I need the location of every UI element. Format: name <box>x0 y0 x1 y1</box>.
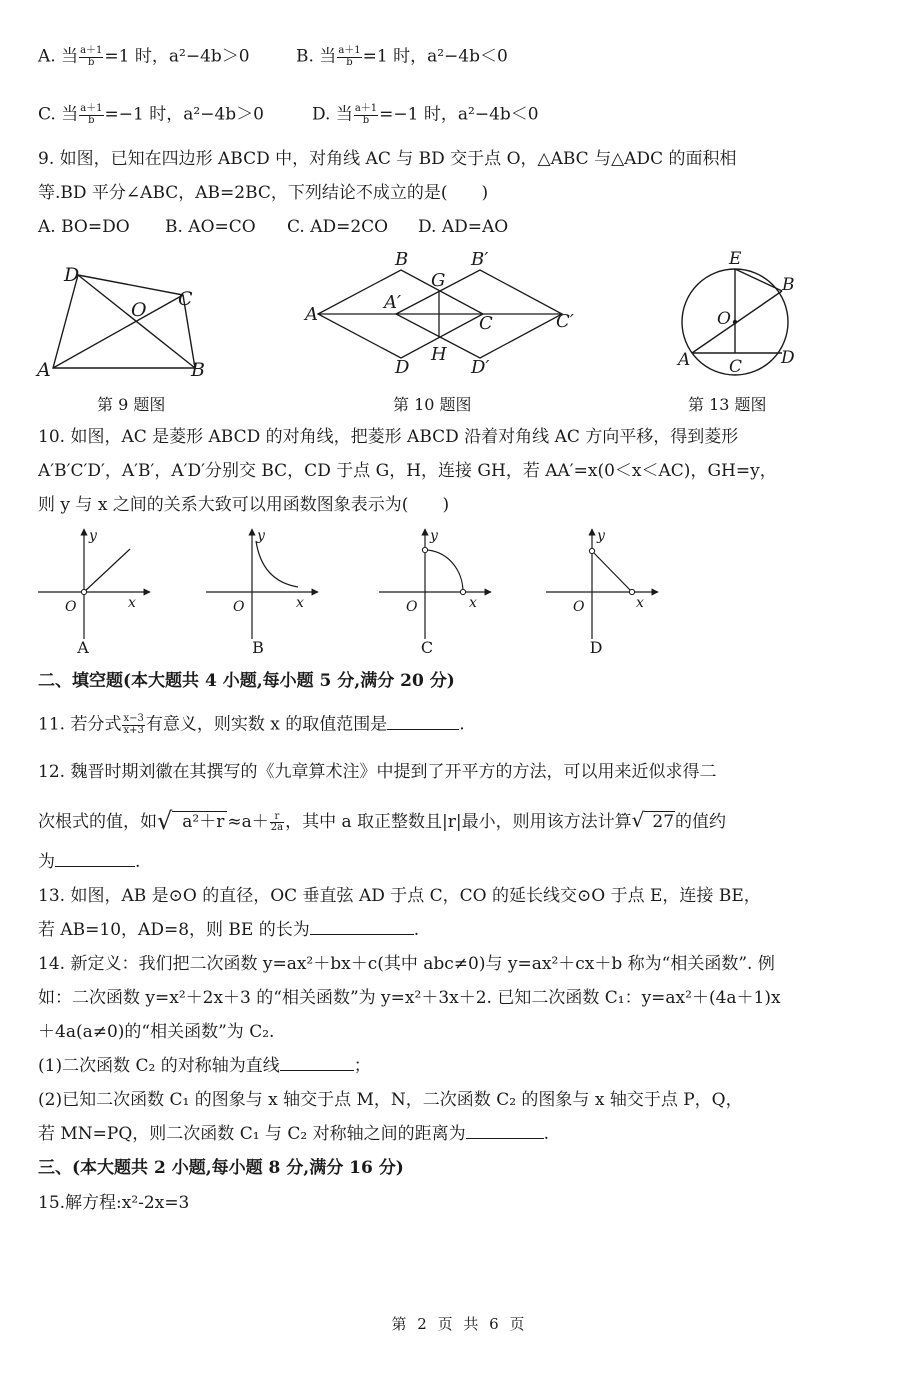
q9-option-a: A. BO=DO <box>38 217 130 237</box>
graph-a-open-point <box>81 589 86 594</box>
fig9-label-d: D <box>64 264 80 286</box>
graph-d-origin-label: O <box>573 599 585 615</box>
q10-line2: A′B′C′D′，A′B′，A′D′分别交 BC，CD 于点 G，H，连接 GH，若 AA′=x(0＜x＜AC)，GH=y， <box>38 461 777 481</box>
q13-line2: 若 AB=10，AD=8，则 BE 的长为 . <box>38 920 420 940</box>
fig9-caption: 第 9 题图 <box>97 395 166 414</box>
graph-d-open-point-y <box>589 548 594 553</box>
fig10-label-bp: B′ <box>471 249 489 270</box>
fig13-center-dot <box>733 320 737 324</box>
section-2-title: 二、填空题(本大题共 4 小题,每小题 5 分,满分 20 分) <box>38 671 455 691</box>
q14-line6: 若 MN=PQ，则二次函数 C₁ 与 C₂ 对称轴之间的距离为 . <box>38 1124 549 1144</box>
graph-c-open-point-x <box>460 589 465 594</box>
q13-answer-blank[interactable] <box>310 920 414 935</box>
fig10-label-d: D <box>395 357 410 378</box>
fig9-label-a: A <box>37 359 51 381</box>
fig13-label-o: O <box>717 309 731 329</box>
fig10-label-dp: D′ <box>471 357 490 378</box>
fig9-quadrilateral <box>53 275 195 368</box>
q14-line3: ＋4a(a≠0)的“相关函数”为 C₂. <box>38 1022 275 1042</box>
graph-a-option-label: A <box>77 638 89 657</box>
fig13-caption: 第 13 题图 <box>688 395 767 414</box>
graph-d-open-point-x <box>629 589 634 594</box>
graph-c-open-point-y <box>422 547 427 552</box>
q11-answer-blank[interactable] <box>387 715 459 730</box>
q12-line1: 12. 魏晋时期刘徽在其撰写的《九章算术注》中提到了开平方的方法，可以用来近似求得二 <box>38 762 717 782</box>
q9-option-d: D. AD=AO <box>418 217 509 237</box>
q12-answer-blank[interactable] <box>55 852 135 867</box>
graph-c-option-label: C <box>420 638 434 657</box>
q10-graph-a <box>38 527 158 662</box>
fig10-caption: 第 10 题图 <box>393 395 472 414</box>
fig13-label-a: A <box>678 350 691 370</box>
graph-d-option-label: D <box>589 638 603 657</box>
q12-line3: 为 . <box>38 852 141 872</box>
figure-10 <box>300 250 580 380</box>
q9-option-b: B. AO=CO <box>165 217 256 237</box>
fig10-label-g: G <box>431 270 446 291</box>
figure-13 <box>672 248 802 378</box>
q12-line2: 次根式的值，如√ a²＋r ≈a＋ $\frac{r}{2a}$ ，其中 a 取正整数且|r|最小，则用该方法计算√ 27的值约 <box>38 807 727 835</box>
graph-a-origin-label: O <box>65 599 77 615</box>
graph-b-option-label: B <box>252 638 264 657</box>
q8-option-b: B. 当 $\frac{a+1}{b}$ =1 时，a²−4b＜0 <box>296 45 508 68</box>
graph-a-curve <box>84 549 130 592</box>
q10-graph-d <box>546 527 666 662</box>
page-footer: 第 2 页 共 6 页 <box>391 1315 528 1333</box>
fig10-label-h: H <box>431 344 447 365</box>
q14-2-answer-blank[interactable] <box>466 1124 544 1139</box>
q9-line1: 9. 如图，已知在四边形 ABCD 中，对角线 AC 与 BD 交于点 O，△ABC 与△ADC 的面积相 <box>38 149 737 169</box>
q8-option-c: C. 当 $\frac{a+1}{b}$ =−1 时，a²−4b＞0 <box>38 103 264 126</box>
graph-a-x-label: x <box>128 595 136 611</box>
graph-c-x-label: x <box>469 595 477 611</box>
graph-b-y-label: y <box>257 528 265 544</box>
q14-line5: (2)已知二次函数 C₁ 的图象与 x 轴交于点 M，N，二次函数 C₂ 的图象与 x 轴交于点 P，Q， <box>38 1090 743 1110</box>
q10-graph-b <box>206 527 326 662</box>
fig10-label-c: C <box>479 313 493 334</box>
fig13-label-e: E <box>729 249 742 269</box>
q10-line3: 则 y 与 x 之间的关系大致可以用函数图象表示为( ) <box>38 495 450 515</box>
q9-line2: 等.BD 平分∠ABC，AB=2BC，下列结论不成立的是( ) <box>38 183 489 203</box>
q14-line4: (1)二次函数 C₂ 的对称轴为直线 ； <box>38 1056 371 1076</box>
graph-c-y-label: y <box>430 528 438 544</box>
fig9-label-c: C <box>178 288 193 310</box>
graph-b-x-label: x <box>296 595 304 611</box>
graph-a-y-label: y <box>89 528 97 544</box>
fig10-label-cp: C′ <box>556 311 574 332</box>
q14-1-answer-blank[interactable] <box>280 1056 354 1071</box>
q14-line2: 如：二次函数 y=x²＋2x＋3 的“相关函数”为 y=x²＋3x＋2. 已知二次函数 C₁：y=ax²＋(4a＋1)x <box>38 988 781 1008</box>
fig9-label-o: O <box>131 299 147 321</box>
graph-d-x-label: x <box>636 595 644 611</box>
q11: 11. 若分式 $\frac{x-3}{x+3}$ 有意义，则实数 x 的取值范围是 . <box>38 713 465 736</box>
q14-line1: 14. 新定义：我们把二次函数 y=ax²＋bx＋c(其中 abc≠0)与 y=ax²＋cx＋b 称为“相关函数”. 例 <box>38 954 775 974</box>
fig13-label-d: D <box>781 348 795 368</box>
figure-9 <box>30 255 230 385</box>
graph-d-curve <box>592 551 632 592</box>
fig9-label-b: B <box>191 359 205 381</box>
q9-option-c: C. AD=2CO <box>287 217 389 237</box>
q8-option-a: A. 当 $\frac{a+1}{b}$ =1 时，a²−4b＞0 <box>38 45 250 68</box>
fig13-label-c: C <box>729 357 743 377</box>
fig10-label-b: B <box>395 249 409 270</box>
fig10-label-a: A <box>305 304 318 325</box>
graph-b-curve <box>256 541 298 587</box>
graph-c-curve <box>425 550 463 592</box>
q10-graph-c <box>379 527 499 662</box>
graph-c-origin-label: O <box>406 599 418 615</box>
graph-b-origin-label: O <box>233 599 245 615</box>
q10-line1: 10. 如图，AC 是菱形 ABCD 的对角线，把菱形 ABCD 沿着对角线 AC 方向平移，得到菱形 <box>38 427 739 447</box>
fig13-segment-be <box>735 269 782 291</box>
section-3-title: 三、(本大题共 2 小题,每小题 8 分,满分 16 分) <box>38 1158 404 1178</box>
q8-option-d: D. 当 $\frac{a+1}{b}$ =−1 时，a²−4b＜0 <box>312 103 539 126</box>
graph-d-y-label: y <box>597 528 605 544</box>
q15: 15.解方程:x²-2x=3 <box>38 1193 190 1213</box>
fig13-label-b: B <box>782 275 795 295</box>
fig10-label-ap: A′ <box>384 292 402 313</box>
q13-line1: 13. 如图，AB 是⊙O 的直径，OC 垂直弦 AD 于点 C，CO 的延长线交⊙O 于点 E，连接 BE， <box>38 886 761 906</box>
